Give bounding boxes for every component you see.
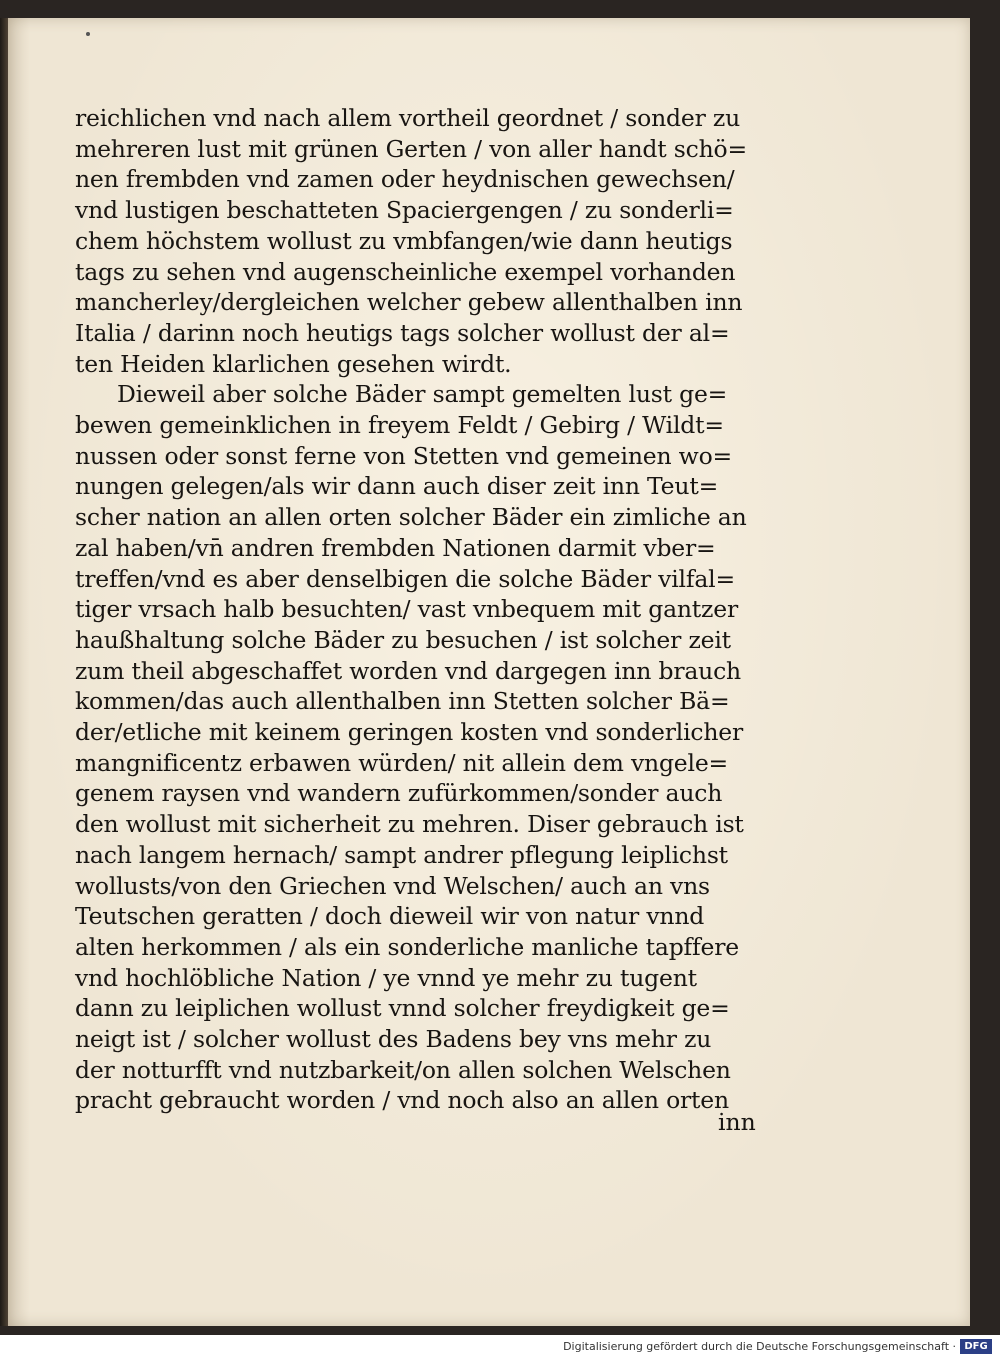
- text-line: genem raysen vnd wandern zufürkommen/sonder auch: [75, 779, 723, 808]
- text-line: ten Heiden klarlichen gesehen wirdt.: [75, 349, 512, 378]
- text-line: den wollust mit sicherheit zu mehren. Diser gebrauch ist: [75, 810, 744, 839]
- text-line: nungen gelegen/als wir dann auch diser zeit inn Teut=: [75, 472, 719, 501]
- footer-bar: [0, 1335, 1000, 1359]
- text-line: bewen gemeinklichen in freyem Feldt / Gebirg / Wildt=: [75, 411, 724, 439]
- text-line: mangnificentz erbawen würden/ nit allein dem vngele=: [75, 748, 729, 777]
- text-line: der/etliche mit keinem geringen kosten vnd sonderlicher: [75, 718, 744, 746]
- text-line: Italia / darinn noch heutigs tags solcher wollust der al=: [75, 318, 730, 347]
- text-line: tiger vrsach halb besuchten/ vast vnbequem mit gantzer: [75, 595, 738, 624]
- text-line: reichlichen vnd nach allem vortheil geordnet / sonder zu: [75, 104, 741, 132]
- text-line: vnd lustigen beschatteten Spaciergengen / zu sonderli=: [75, 196, 734, 225]
- text-line: nen frembden vnd zamen oder heydnischen gewechsen/: [75, 165, 735, 194]
- text-line: wollusts/von den Griechen vnd Welschen/ auch an vns: [75, 871, 710, 900]
- ink-speck: [86, 32, 90, 36]
- dfg-logo: DFG: [960, 1339, 992, 1354]
- text-line: neigt ist / solcher wollust des Badens bey vns mehr zu: [75, 1025, 712, 1053]
- text-line: haußhaltung solche Bäder zu besuchen / ist solcher zeit: [75, 625, 731, 654]
- funding-credit: Digitalisierung gefördert durch die Deutsche Forschungsgemeinschaft ·: [563, 1340, 956, 1353]
- text-line: zum theil abgeschaffet worden vnd dargegen inn brauch: [75, 656, 741, 685]
- text-line: zal haben/vn̄ andren frembden Nationen darmit vber=: [75, 533, 716, 562]
- text-line: pracht gebraucht worden / vnd noch also an allen orten: [75, 1086, 729, 1115]
- text-line: der notturfft vnd nutzbarkeit/on allen solchen Welschen: [75, 1055, 731, 1084]
- text-line: alten herkommen / als ein sonderliche manliche tapffere: [75, 932, 740, 961]
- text-line: kommen/das auch allenthalben inn Stetten solcher Bä=: [75, 687, 730, 716]
- text-line: scher nation an allen orten solcher Bäder ein zimliche an: [75, 503, 747, 532]
- text-line: nussen oder sonst ferne von Stetten vnd gemeinen wo=: [75, 441, 733, 470]
- text-line: tags zu sehen vnd augenscheinliche exempel vorhanden: [75, 257, 736, 286]
- catchword: inn: [718, 1108, 756, 1136]
- text-line: Dieweil aber solche Bäder sampt gemelten lust ge=: [117, 380, 728, 409]
- text-line: Teutschen geratten / doch dieweil wir von natur vnnd: [75, 902, 705, 931]
- text-line: mancherley/dergleichen welcher gebew allenthalben inn: [75, 288, 743, 317]
- text-line: dann zu leiplichen wollust vnnd solcher freydigkeit ge=: [75, 994, 730, 1023]
- text-line: chem höchstem wollust zu vmbfangen/wie dann heutigs: [75, 226, 733, 255]
- text-line: mehreren lust mit grünen Gerten / von aller handt schö=: [75, 134, 747, 163]
- text-line: vnd hochlöbliche Nation / ye vnnd ye mehr zu tugent: [75, 963, 697, 992]
- text-line: treffen/vnd es aber denselbigen die solche Bäder vilfal=: [75, 564, 735, 593]
- text-line: nach langem hernach/ sampt andrer pflegung leiplichst: [75, 840, 728, 869]
